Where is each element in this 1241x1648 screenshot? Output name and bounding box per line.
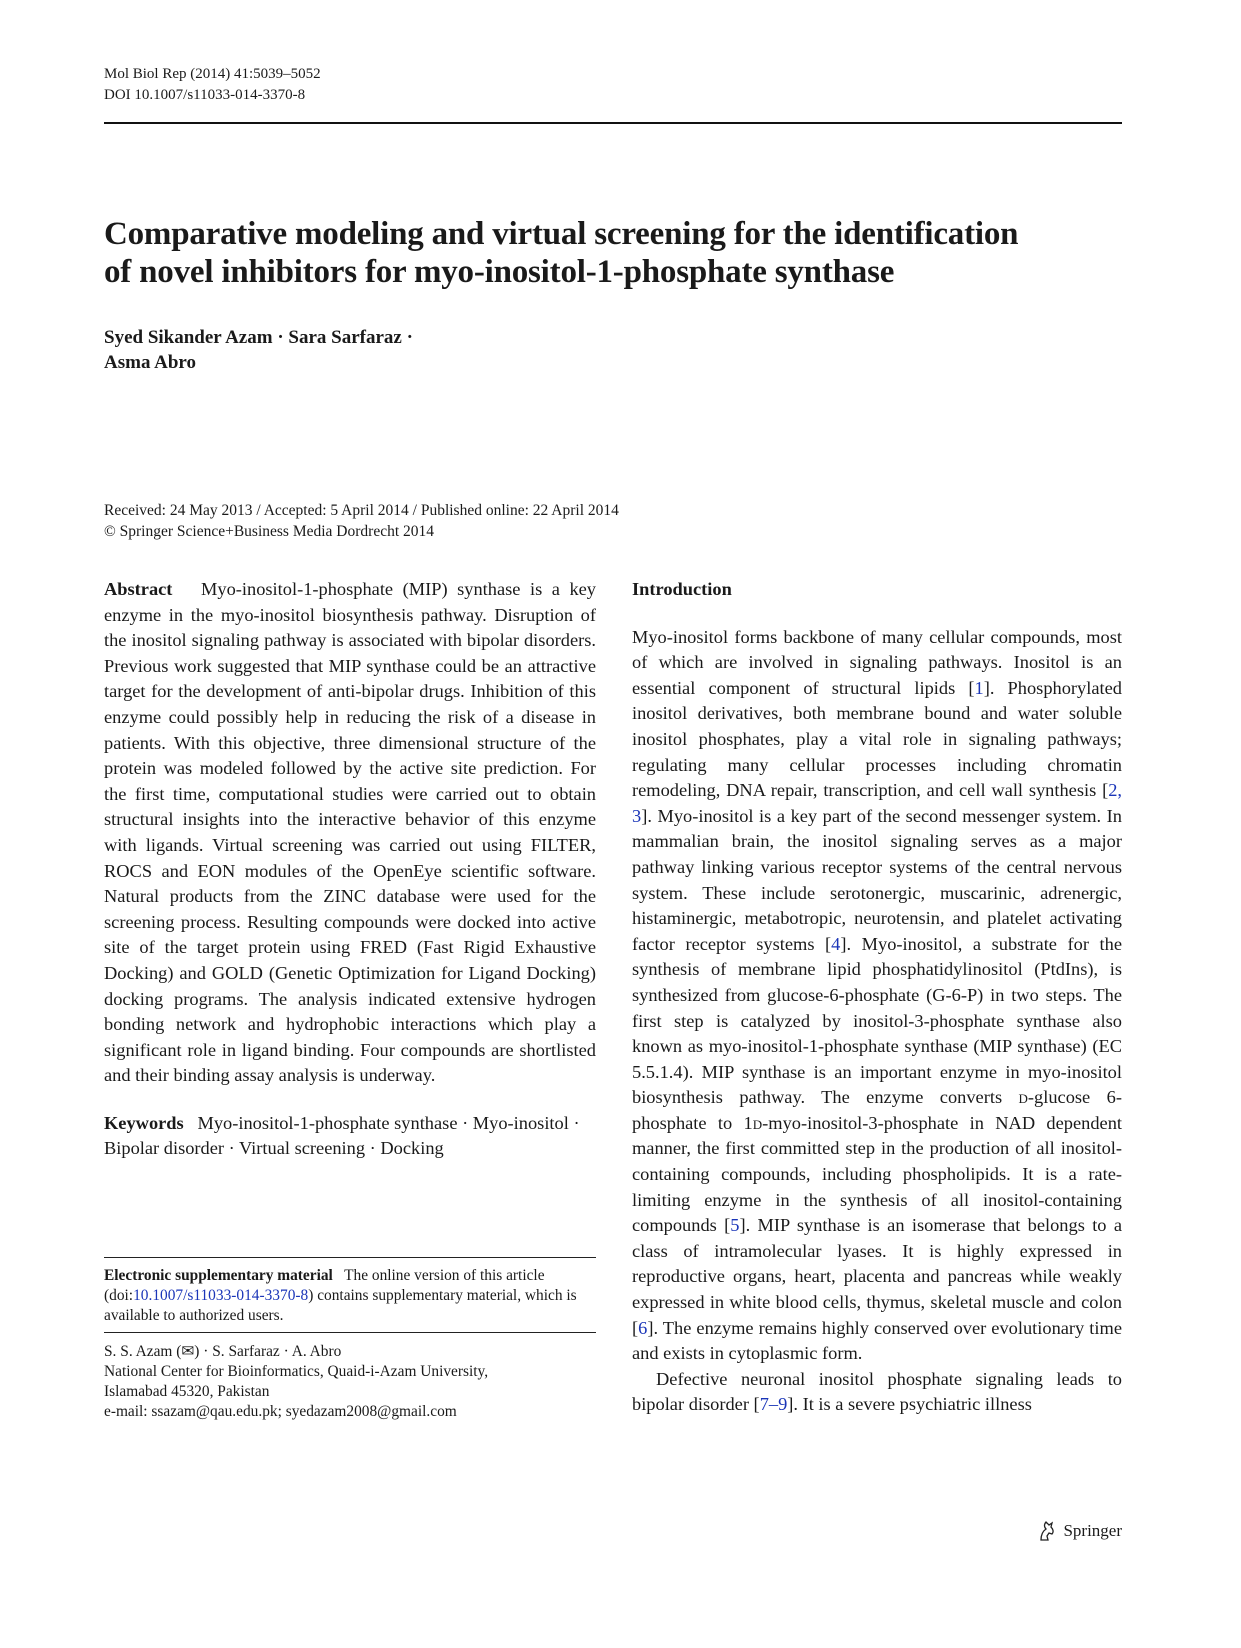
affiliation-institution: National Center for Bioinformatics, Quaid-i-Azam University,: [104, 1363, 489, 1380]
publisher-logo: [1037, 1520, 1122, 1542]
citation-link[interactable]: 5: [730, 1215, 740, 1236]
introduction-paragraph-2: Defective neuronal inositol phosphate signaling leads to bipolar disorder [7–9]. It is a severe psychiatric illness: [632, 1368, 1122, 1415]
history-dates: Received: 24 May 2013 / Accepted: 5 April 2014 / Published online: 22 April 2014: [104, 502, 619, 519]
journal-header: [104, 64, 321, 106]
keywords-text: Myo-inositol-1-phosphate synthase · Myo-inositol · Bipolar disorder · Virtual screening · Docking: [104, 1112, 580, 1159]
title-line-2: of novel inhibitors for myo-inositol-1-phosphate synthase: [104, 254, 895, 290]
abstract-text: Myo-inositol-1-phosphate (MIP) synthase is a key enzyme in the myo-inositol biosynthesis pathway. Disruption of the inositol signaling pathway is associated with bipolar disorders. Previous work suggested that MIP synthase could be an attractive target for the development of anti-bipolar drugs. Inhibition of this enzyme could possibly help in reducing the risk of a disease in patients. With this objective, three dimensional structure of the protein was modeled followed by the active site prediction. For the first time, computational studies were carried out to obtain structural insights into the interactive behavior of this enzyme with ligands. Virtual screening was carried out using FILTER, ROCS and EON modules of the OpenEye scientific software. Natural products from the ZINC database were used for the screening process. Resulting compounds were docked into active site of the target protein using FRED (Fast Rigid Exhaustive Docking) and GOLD (Genetic Optimization for Ligand Docking) docking programs. The analysis indicated extensive hydrogen bonding network and hydrophobic interactions which play a significant role in ligand binding. Four compounds are shortlisted and their binding assay analysis is underway.: [104, 579, 596, 1086]
left-column: [104, 577, 596, 1162]
affiliation-footnote: [104, 1342, 596, 1422]
header-rule: [104, 122, 1122, 124]
footnote-rule-2: [104, 1332, 596, 1333]
abstract-heading: Abstract: [104, 579, 173, 599]
article-history: [104, 500, 619, 542]
right-column: [632, 577, 1122, 1418]
footnote-rule-1: [104, 1257, 596, 1258]
introduction-paragraph-1: Myo-inositol forms backbone of many cellular compounds, most of which are involved in signaling pathways. Inositol is an essential component of structural lipids [1]. Phosphorylated inositol derivatives, both membrane bound and water soluble inositol phosphates, play a vital role in signaling pathways; regulating many cellular processes including chromatin remodeling, DNA repair, transcription, and cell wall synthesis [2, 3]. Myo-inositol is a key part of the second messenger system. In mammalian brain, the inositol signaling serves as a major pathway linking various receptor systems of the central nervous system. These include serotonergic, muscarinic, adrenergic, histaminergic, metabotropic, neurotensin, and platelet activating factor receptor systems [4]. Myo-inositol, a substrate for the synthesis of membrane lipid phosphatidylinositol (PtdIns), is synthesized from glucose-6-phosphate (G-6-P) in two steps. The first step is catalyzed by inositol-3-phosphate synthase also known as myo-inositol-1-phosphate synthase (MIP synthase) (EC 5.5.1.4). MIP synthase is an important enzyme in myo-inositol biosynthesis pathway. The enzyme converts d-glucose 6-phosphate to 1d-myo-inositol-3-phosphate in NAD dependent manner, the first committed step in the production of all inositol-containing compounds, including phospholipids. It is a rate-limiting enzyme in the synthesis of all inositol-containing compounds [5]. MIP synthase is an isomerase that belongs to a class of intramolecular lyases. It is highly expressed in reproductive organs, heart, placenta and pancreas while weakly expressed in white blood cells, thymus, skeletal muscle and colon [6]. The enzyme remains highly conserved over evolutionary time and exists in cytoplasmic form.: [632, 626, 1123, 1364]
citation-link[interactable]: 6: [638, 1317, 648, 1338]
affiliation-city: Islamabad 45320, Pakistan: [104, 1383, 270, 1400]
authors-line-1: Syed Sikander Azam · Sara Sarfaraz ·: [104, 327, 413, 348]
publisher-name: Springer: [1063, 1521, 1122, 1540]
citation-link[interactable]: 1: [974, 677, 984, 698]
citation-link[interactable]: 4: [831, 933, 841, 954]
introduction-heading: Introduction: [632, 579, 732, 599]
keywords-heading: Keywords: [104, 1112, 184, 1133]
affiliation-email[interactable]: e-mail: ssazam@qau.edu.pk; syedazam2008@gmail.com: [104, 1403, 457, 1420]
authors-line-2: Asma Abro: [104, 352, 197, 373]
article-title: [104, 215, 1104, 291]
springer-horse-icon: [1037, 1520, 1057, 1542]
affiliation-authors: S. S. Azam (✉) · S. Sarfaraz · A. Abro: [104, 1343, 342, 1360]
journal-citation: Mol Biol Rep (2014) 41:5039–5052: [104, 66, 321, 82]
copyright-notice: © Springer Science+Business Media Dordrecht 2014: [104, 523, 435, 540]
esm-doi-link[interactable]: 10.1007/s11033-014-3370-8: [133, 1287, 309, 1304]
abstract: [104, 577, 596, 1089]
citation-link[interactable]: 2, 3: [632, 780, 1122, 826]
esm-footnote: [104, 1266, 596, 1326]
title-line-1: Comparative modeling and virtual screening for the identification: [104, 216, 1019, 252]
keywords: [104, 1111, 596, 1162]
esm-heading: Electronic supplementary material: [104, 1267, 333, 1284]
author-list: [104, 325, 413, 375]
journal-doi: DOI 10.1007/s11033-014-3370-8: [104, 87, 306, 103]
citation-link[interactable]: 7–9: [759, 1394, 788, 1415]
esm-text-after: ) contains supplementary material, which is available to authorized users.: [104, 1287, 577, 1324]
esm-text-before: The online version of this article (doi:: [104, 1267, 545, 1304]
